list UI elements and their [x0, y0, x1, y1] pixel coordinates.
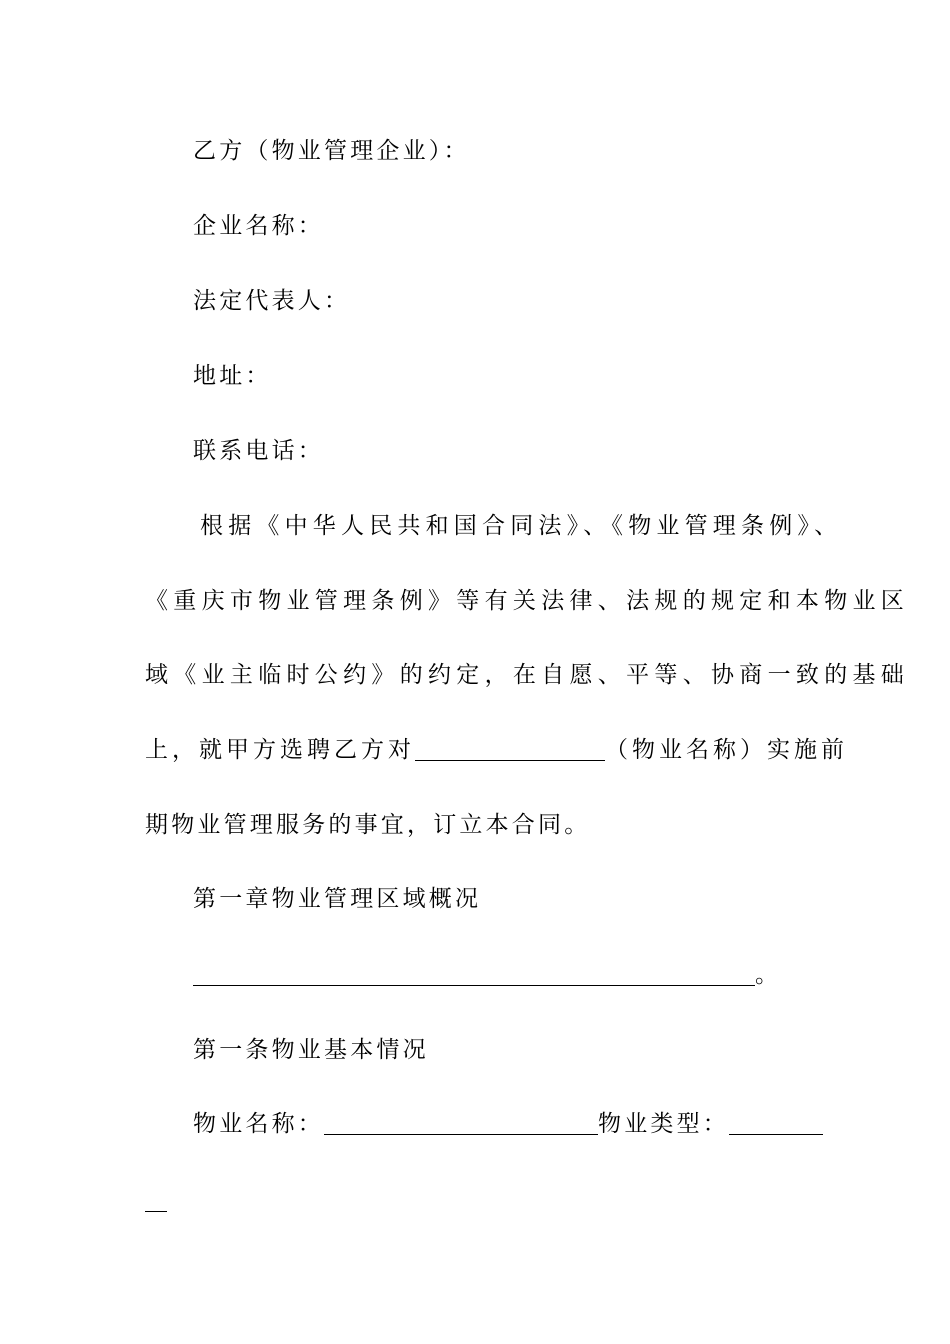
phone-label: 联系电话： [193, 438, 324, 464]
property-name-label: 物业名称： [193, 1111, 324, 1137]
legal-rep-label: 法定代表人： [193, 288, 351, 314]
address-label: 地址： [193, 363, 272, 389]
preamble-line-5: 期物业管理服务的事宜，订立本合同。 [145, 812, 591, 838]
preamble-line-3: 域《业主临时公约》的约定，在自愿、平等、协商一致的基础 [145, 662, 910, 688]
property-type-field-continuation[interactable] [145, 1211, 167, 1212]
article-1-title: 第一条物业基本情况 [193, 1037, 429, 1063]
chapter-1-title: 第一章物业管理区域概况 [193, 886, 482, 912]
company-name-label: 企业名称： [193, 213, 324, 239]
preamble-line-4 [145, 730, 848, 770]
preamble-line-2: 《重庆市物业管理条例》等有关法律、法规的规定和本物业区 [145, 588, 910, 614]
property-name-field[interactable] [324, 1133, 598, 1135]
preamble-line-1: 根据《中华人民共和国合同法》、《物业管理条例》、 [200, 513, 843, 539]
property-name-blank[interactable] [415, 759, 605, 761]
property-type-field[interactable] [729, 1133, 823, 1135]
article-1-fields [193, 1104, 813, 1144]
chapter-1-blank-end: 。 [755, 962, 778, 988]
property-type-label: 物业类型： [598, 1111, 729, 1137]
preamble-line-4-after: （物业名称）实施前 [605, 737, 848, 763]
preamble-line-4-before: 上，就甲方选聘乙方对 [145, 737, 415, 763]
chapter-1-blank[interactable] [193, 984, 755, 986]
party-b-heading: 乙方（物业管理企业）： [193, 138, 470, 164]
chapter-1-blank-line [193, 955, 863, 995]
